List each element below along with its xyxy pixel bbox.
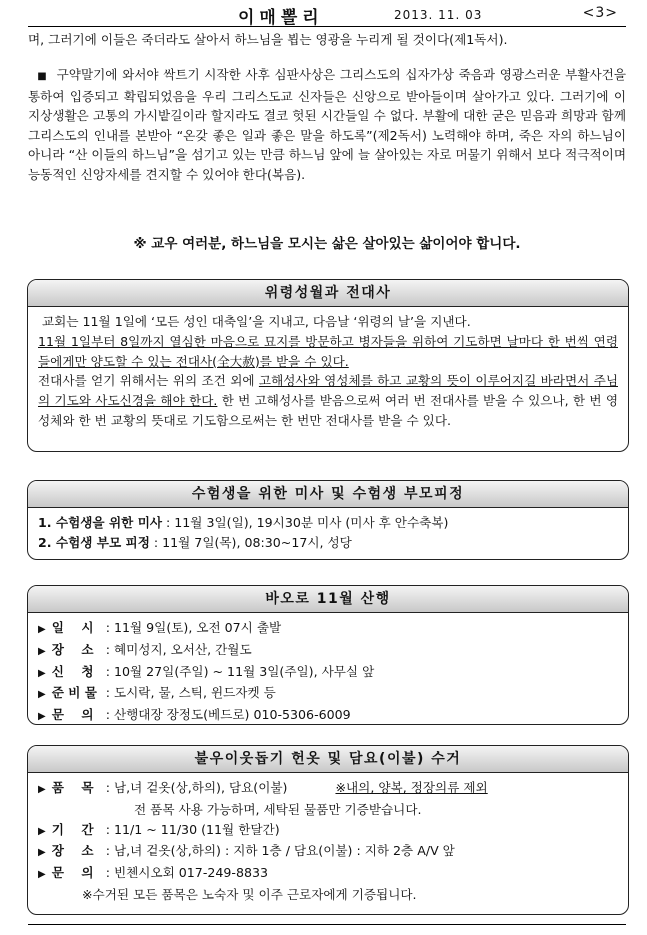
- paragraph-main: [28, 65, 626, 185]
- item-value: : 혜미성지, 오서산, 간월도: [105, 641, 252, 657]
- section-title: 바오로 11월 산행: [28, 586, 628, 613]
- conditions-lead: 전대사를 얻기 위해서는 위의 조건 외에: [38, 373, 259, 389]
- exclusion-note: ※내의, 양복, 정장의류 제외: [335, 780, 488, 795]
- page-number: <3>: [582, 5, 618, 21]
- paragraph-main-text: 구약말기에 와서야 싹트기 시작한 사후 심판사상은 그리스도의 십자가상 죽음과 영광스러운 부활사건을 통하여 입증되고 확립되었음을 우리 그리스도교 신자들은 신앙으로 받아들이며 살아가고 있다. 그러기에 이 지상생활은 고통의 가시밭길이라 할지라도 결코 헛된 시간들일 수 없다. 부활에 대한 굳은 믿음과 희망과 함께 그리스도의 인내를 본받아 “온갖 좋은 일과 좋은 말을 하도록”(제2독서) 노력해야 하며, 죽은 자의 하느님이 아니라 “산 이들의 하느님”을 섬기고 있는 만큼 하느님 앞에 늘 살아있는 자로 머물기 위해서 보다 적극적이며 능동적인 신앙자세를 견지할 수 있어야 한다(복음).: [28, 67, 626, 182]
- section-indulgence: [27, 279, 629, 452]
- item-value: : 빈첸시오회 017-249-8833: [105, 865, 268, 881]
- item-label: 문 의: [51, 707, 94, 723]
- section-title: 위령성월과 전대사: [28, 280, 628, 307]
- list-item: [38, 513, 618, 533]
- triangle-bullet-icon: ▶: [38, 667, 46, 679]
- indulgence-line1-text: 교회는 11월 1일에 ‘모든 성인 대축일’을 지내고, 다음날 ‘위령의 날’을 지낸다.: [42, 314, 471, 329]
- list-item: [38, 533, 618, 553]
- item-value: : 남,녀 겉옷(상,하의), 담요(이불): [105, 780, 288, 795]
- section-title: 수험생을 위한 미사 및 수험생 부모피정: [28, 481, 628, 508]
- list-item-continued: 전 품목 사용 가능하며, 세탁된 물품만 기증받습니다.: [134, 801, 422, 817]
- item-label: 장 소: [51, 641, 94, 657]
- item-value: : 10월 27일(주일) ~ 11월 3일(주일), 사무실 앞: [105, 663, 375, 679]
- section-title: 불우이웃돕기 헌옷 및 담요(이불) 수거: [28, 746, 628, 773]
- item-label: 문 의: [51, 865, 94, 881]
- item-value: : 11/1 ~ 11/30 (11월 한달간): [105, 821, 280, 837]
- section-body: [28, 613, 628, 732]
- list-item: [38, 863, 618, 885]
- list-item: [38, 841, 618, 863]
- conditions-underlined: 고해성사와 영성체를 하고 교황의 뜻이 이루어지길 바라면서 주님의 기도와 사도신경을 해야 한다.: [38, 373, 618, 409]
- triangle-bullet-icon: ▶: [38, 624, 46, 635]
- triangle-bullet-icon: ▶: [38, 689, 46, 701]
- list-item: [38, 618, 618, 640]
- notice-line: ※ 교우 여러분, 하느님을 모시는 삶은 살아있는 삶이어야 합니다.: [133, 236, 521, 252]
- triangle-bullet-icon: ▶: [38, 645, 46, 657]
- item-label: 준 비 물: [51, 685, 97, 701]
- list-item: [38, 820, 618, 842]
- item-label: 장 소: [51, 843, 94, 859]
- triangle-bullet-icon: ▶: [38, 847, 46, 859]
- section-body: [28, 307, 628, 436]
- item-value: : 남,녀 겉옷(상,하의) : 지하 1층 / 담요(이불) : 지하 2층 A/V 앞: [105, 843, 455, 859]
- page-header: [28, 2, 626, 27]
- section-clothing-drive: [27, 745, 629, 915]
- item-label: 신 청: [51, 663, 94, 679]
- item-label: 2. 수험생 부모 피정: [38, 534, 150, 550]
- paragraph-continued: 며, 그러기에 이들은 죽더라도 살아서 하느님을 뵙는 영광을 누리게 될 것이다(제1독서).: [28, 32, 508, 47]
- item-value: : 11월 9일(토), 오전 07시 출발: [105, 620, 282, 635]
- item-value: : 11월 3일(일), 19시30분 미사 (미사 후 안수축복): [162, 515, 449, 530]
- list-item: [38, 705, 618, 727]
- bottom-divider: [28, 924, 626, 925]
- item-value: : 도시락, 물, 스틱, 윈드자켓 등: [105, 685, 276, 701]
- triangle-bullet-icon: ▶: [38, 825, 46, 837]
- triangle-bullet-icon: ▶: [38, 784, 46, 795]
- bulletin-date: 2013. 11. 03: [394, 8, 483, 22]
- list-item: [38, 683, 618, 705]
- indulgence-conditions: [38, 371, 618, 430]
- item-label: 품 목: [51, 780, 94, 795]
- footnote: ※수거된 모든 품목은 노숙자 및 이주 근로자에게 기증됩니다.: [82, 886, 417, 902]
- list-item: [38, 662, 618, 684]
- bulletin-title: 이매뽈리: [238, 8, 324, 28]
- item-label: 기 간: [51, 821, 94, 837]
- section-body: [28, 508, 628, 558]
- list-item: [38, 640, 618, 662]
- section-hiking: [27, 585, 629, 725]
- triangle-bullet-icon: ▶: [38, 869, 46, 881]
- section-exam-mass: [27, 480, 629, 560]
- indulgence-underlined-text: 11월 1일부터 8일까지 열심한 마음으로 묘지를 방문하고 병자들을 위하여 기도하면 날마다 한 번씩 연령들에게만 양도할 수 있는 전대사(全大赦)를 받을 수 있다.: [38, 333, 618, 369]
- square-bullet-icon: ■: [37, 71, 48, 82]
- indulgence-line1: [38, 312, 618, 332]
- indulgence-underlined: [38, 332, 618, 372]
- triangle-bullet-icon: ▶: [38, 711, 46, 723]
- section-body: [28, 773, 628, 910]
- item-value: : 산행대장 장정도(베드로) 010-5306-6009: [105, 707, 351, 723]
- item-label: 1. 수험생을 위한 미사: [38, 515, 163, 530]
- list-item: [38, 778, 618, 800]
- conditions-tail: 한 번 고해성사를 받음으로써 여러 번 전대사를 받을 수 있으나, 한 번 영성체와 한 번 교황의 뜻대로 기도함으로써는 한 번만 전대사를 받을 수 있다.: [38, 393, 619, 428]
- item-value: : 11월 7일(목), 08:30~17시, 성당: [149, 534, 352, 550]
- item-label: 일 시: [51, 620, 94, 635]
